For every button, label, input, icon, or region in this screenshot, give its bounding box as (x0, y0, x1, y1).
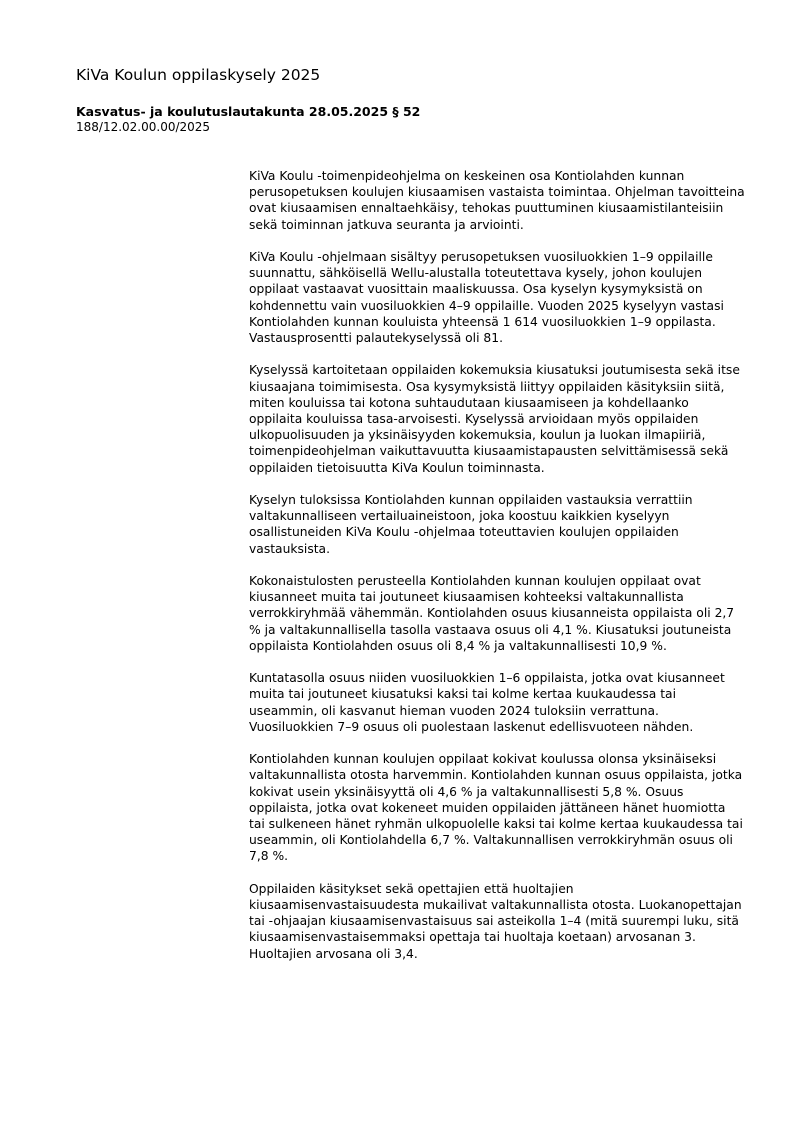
paragraph-loneliness: Kontiolahden kunnan koulujen oppilaat kokivat koulussa olonsa yksinäiseksi valtakunnallista otosta harvemmin. Kontiolahden kunnan osuus oppilaista, jotka kokivat usein yksinäisyyttä oli 4,6 % ja valtakunnallisesti 5,8 %. Osuus oppilaista, jotka ovat kokeneet muiden oppilaiden jättäneen hänet huomiotta tai sulkeneen hänet ryhmän ulkopuolelle kaksi tai kolme kertaa kuukaudessa tai useammin, oli Kontiolahdella 6,7 %. Valtakunnallisen verrokkiryhmän osuus oli 7,8 %. (249, 752, 743, 864)
record-number: 188/12.02.00.00/2025 (76, 120, 211, 134)
paragraph-attitudes: Oppilaiden käsitykset sekä opettajien että huoltajien kiusaamisenvastaisuudesta mukailivat valtakunnallista otosta. Luokanopettajan tai -ohjaajan kiusaamisenvastaisuus sai asteikolla 1–4 (mitä suurempi luku, sitä kiusaamisenvastaisemmaksi opettaja tai huoltaja koetaan) arvosanan 3. Huoltajien arvosana oli 3,4. (249, 881, 742, 961)
paragraph-survey-topics: Kyselyssä kartoitetaan oppilaiden kokemuksia kiusatuksi joutumisesta sekä itse kiusaajana toimimisesta. Osa kysymyksistä liittyy oppilaiden käsityksiin siitä, miten kouluissa tai kotona suhtaudutaan kiusaamiseen ja kohdellaanko oppilaita kouluissa tasa-arvoisesti. Kyselyssä arvioidaan myös oppilaiden ulkopuolisuuden ja yksinäisyyden kokemuksia, koulun ja luokan ilmapiiriä, toimenpideohjelman vaikuttavuutta kiusaamistapausten selvittämisessä sekä oppilaiden tietoisuutta KiVa Koulun toiminnasta. (249, 363, 740, 475)
document-body (249, 168, 745, 978)
paragraph-survey-description: KiVa Koulu -ohjelmaan sisältyy perusopetuksen vuosiluokkien 1–9 oppilaille suunnattu, sähköisellä Wellu-alustalla toteutettava kysely, johon koulujen oppilaat vastaavat vuosittain maaliskuussa. Osa kyselyn kysymyksistä on kohdennettu vain vuosiluokkien 4–9 oppilaille. Vuoden 2025 kyselyyn vastasi Kontiolahden kunnan kouluista yhteensä 1 614 vuosiluokkien 1–9 oppilasta. Vastausprosentti palautekyselyssä oli 81. (249, 250, 724, 346)
paragraph-overall-results: Kokonaistulosten perusteella Kontiolahden kunnan koulujen oppilaat ovat kiusanneet muita tai joutuneet kiusaamisen kohteeksi valtakunnallista verrokkiryhmää vähemmän. Kontiolahden osuus kiusanneista oppilaista oli 2,7 % ja valtakunnallisella tasolla vastaava osuus oli 4,1 %. Kiusatuksi joutuneista oppilaista Kontiolahden osuus oli 8,4 % ja valtakunnallisesti 10,9 %. (249, 574, 735, 653)
paragraph-comparison: Kyselyn tuloksissa Kontiolahden kunnan oppilaiden vastauksia verrattiin valtakunnalliseen vertailuaineistoon, joka koostuu kaikkien kyselyyn osallistuneiden KiVa Koulu -ohjelmaa toteuttavien koulujen oppilaiden vastauksista. (249, 493, 693, 556)
paragraph-program-intro: KiVa Koulu -toimenpideohjelma on keskeinen osa Kontiolahden kunnan perusopetuksen koulujen kiusaamisen vastaista toimintaa. Ohjelman tavoitteina ovat kiusaamisen ennaltaehkäisy, tehokas puuttuminen kiusaamistilanteisiin sekä toiminnan jatkuva seuranta ja arviointi. (249, 169, 745, 232)
paragraph-grade-trends: Kuntatasolla osuus niiden vuosiluokkien 1–6 oppilaista, jotka ovat kiusanneet muita tai joutuneet kiusatuksi kaksi tai kolme kertaa kuukaudessa tai useammin, oli kasvanut hieman vuoden 2024 tuloksiin verrattuna. Vuosiluokkien 7–9 osuus oli puolestaan laskenut edellisvuoteen nähden. (249, 671, 725, 734)
meeting-reference: Kasvatus- ja koulutuslautakunta 28.05.2025 § 52 (76, 104, 421, 119)
document-title: KiVa Koulun oppilaskysely 2025 (76, 66, 321, 84)
